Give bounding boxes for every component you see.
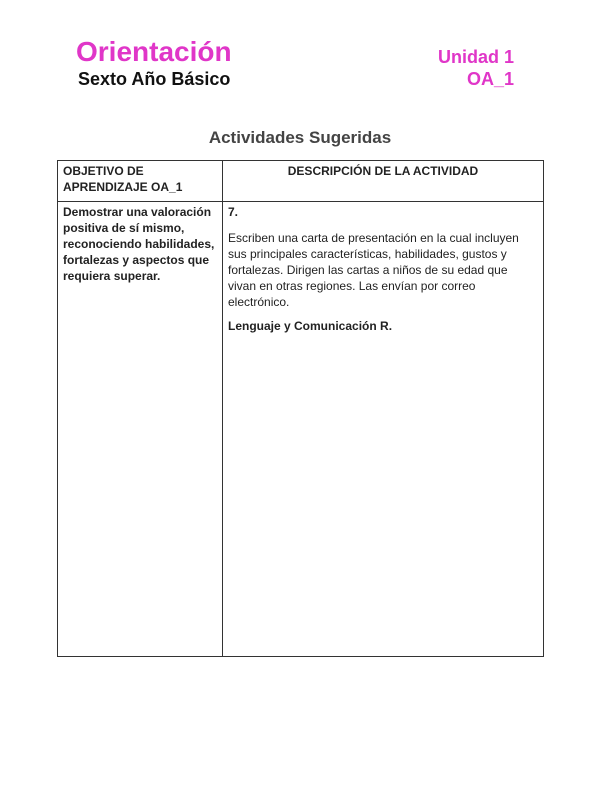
description-cell — [223, 202, 544, 657]
activity-description: Escriben una carta de presentación en la cual incluyen sus principales características, habilidades, gustos y fortalezas. Dirigen las cartas a niños de su edad que vivan en otras regiones. Las envían por correo electrónico. — [228, 231, 519, 309]
page-subtitle: Sexto Año Básico — [78, 69, 231, 89]
activity-number: 7. — [228, 205, 239, 219]
objective-cell: Demostrar una valoración positiva de sí mismo, reconociendo habilidades, fortalezas y aspectos que requiera superar. — [58, 202, 223, 657]
description-column-header: DESCRIPCIÓN DE LA ACTIVIDAD — [223, 161, 544, 202]
unit-label: Unidad 1 — [437, 47, 514, 67]
table-row — [58, 202, 544, 657]
objective-column-header: OBJETIVO DE APRENDIZAJE OA_1 — [58, 161, 223, 202]
activities-table — [57, 160, 544, 657]
section-title: Actividades Sugeridas — [208, 128, 392, 147]
table-header-row — [58, 161, 544, 202]
page-title: Orientación — [76, 36, 232, 67]
oa-label: OA_1 — [466, 69, 514, 89]
activity-subject: Lenguaje y Comunicación R. — [228, 319, 393, 333]
